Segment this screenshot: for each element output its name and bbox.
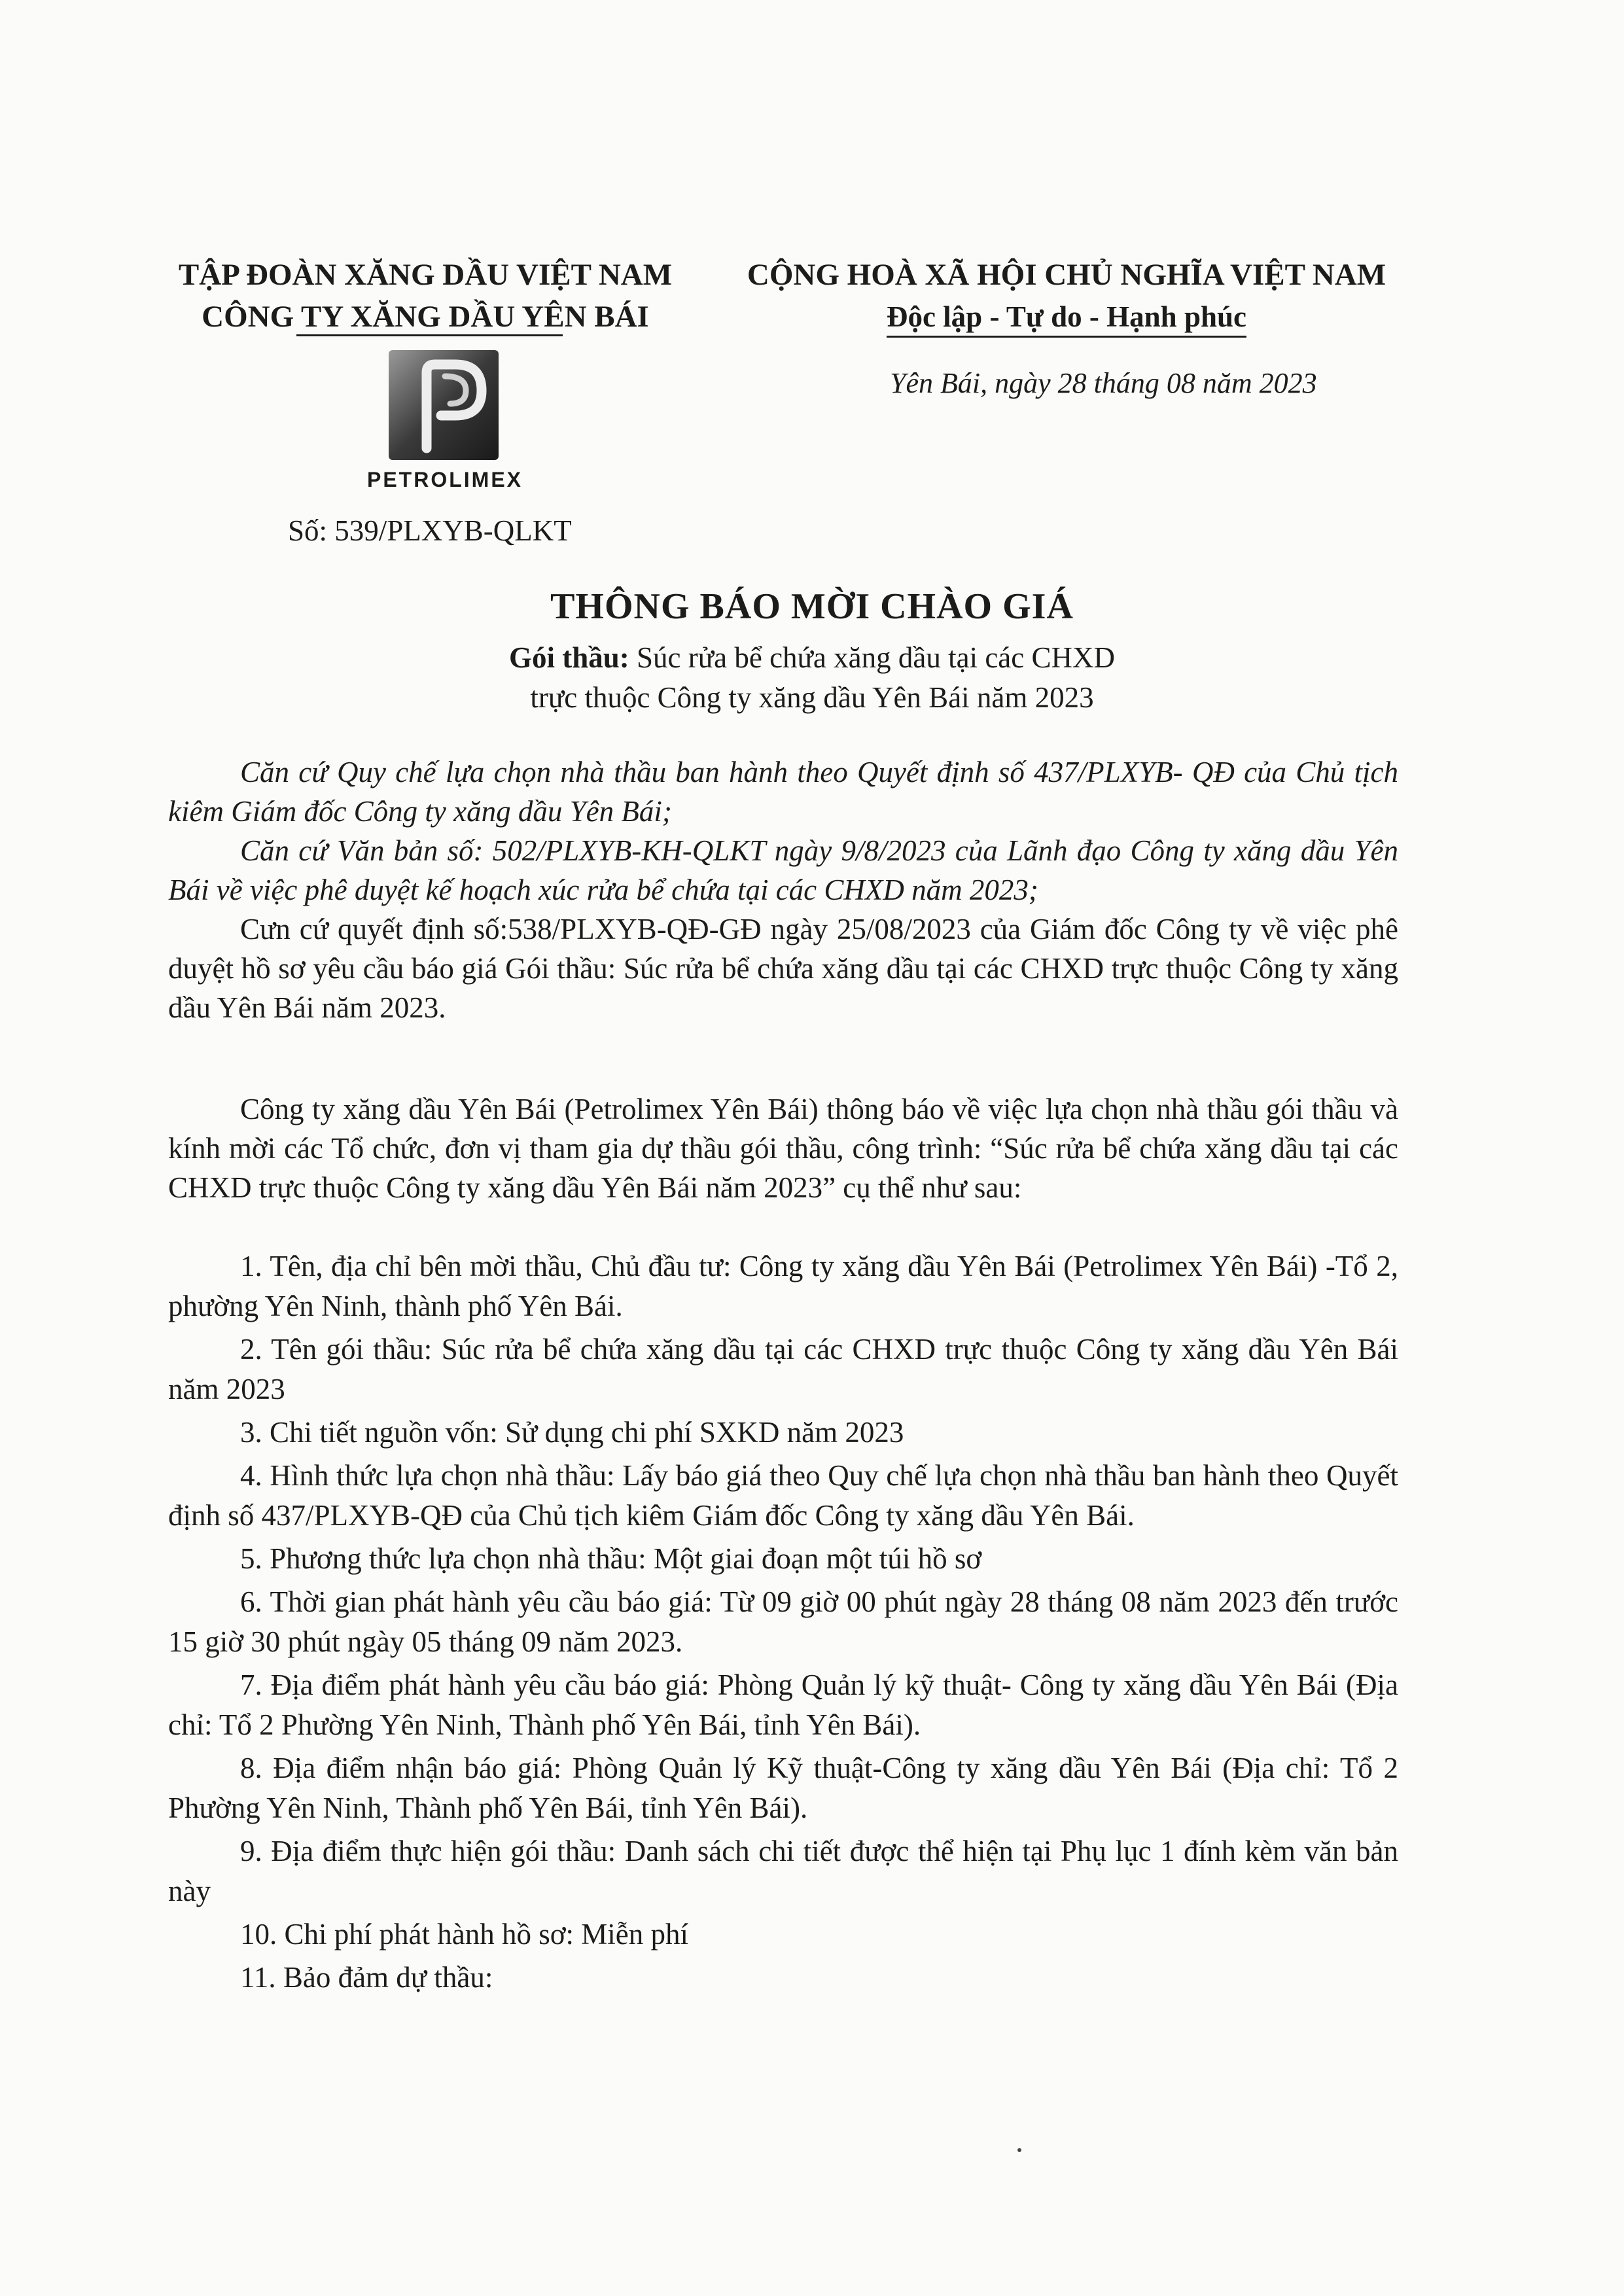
nation-title: CỘNG HOÀ XÃ HỘI CHỦ NGHĨA VIỆT NAM: [747, 258, 1386, 292]
organization-header: [131, 254, 720, 338]
preamble-basis-3: Cưn cứ quyết định số:538/PLXYB-QĐ-GĐ ngày 25/08/2023 của Giám đốc Công ty về việc phê duyệt hồ sơ yêu cầu báo giá Gói thầu: Súc rửa bể chứa xăng dầu tại các CHXD trực thuộc Công ty xăng dầu Yên Bái năm 2023.: [168, 913, 1398, 1024]
document-number: Số: 539/PLXYB-QLKT: [288, 514, 572, 547]
intro-paragraph: [168, 1089, 1398, 1207]
preamble-basis-1: Căn cứ Quy chế lựa chọn nhà thầu ban hành theo Quyết định số 437/PLXYB- QĐ của Chủ tịch kiêm Giám đốc Công ty xăng dầu Yên Bái;: [168, 756, 1398, 828]
list-item: 7. Địa điểm phát hành yêu cầu báo giá: Phòng Quản lý kỹ thuật- Công ty xăng dầu Yên Bái (Địa chỉ: Tổ 2 Phường Yên Ninh, Thành phố Yên Bái, tỉnh Yên Bái).: [168, 1669, 1398, 1741]
list-item: 11. Bảo đảm dự thầu:: [240, 1961, 493, 1994]
national-motto: Độc lập - Tự do - Hạnh phúc: [887, 296, 1246, 338]
petrolimex-logo-icon: [389, 350, 499, 460]
list-item: 5. Phương thức lựa chọn nhà thầu: Một giai đoạn một túi hồ sơ: [240, 1542, 982, 1575]
intro-text: Công ty xăng dầu Yên Bái (Petrolimex Yên Bái) thông báo về việc lựa chọn nhà thầu gói thầu và kính mời các Tổ chức, đơn vị tham gia dự thầu gói thầu, công trình: “Súc rửa bể chứa xăng dầu tại các CHXD trực thuộc Công ty xăng dầu Yên Bái năm 2023” cụ thể như sau:: [168, 1093, 1398, 1204]
numbered-items: [168, 1246, 1398, 1998]
parent-organization: TẬP ĐOÀN XĂNG DẦU VIỆT NAM: [178, 258, 673, 292]
preamble-basis-2: Căn cứ Văn bản số: 502/PLXYB-KH-QLKT ngày 9/8/2023 của Lãnh đạo Công ty xăng dầu Yên Bái về việc phê duyệt kế hoạch xúc rửa bể chứa tại các CHXD năm 2023;: [168, 834, 1398, 906]
list-item: 4. Hình thức lựa chọn nhà thầu: Lấy báo giá theo Quy chế lựa chọn nhà thầu ban hành theo Quyết định số 437/PLXYB-QĐ của Chủ tịch kiêm Giám đốc Công ty xăng dầu Yên Bái.: [168, 1459, 1398, 1532]
package-label: Gói thầu:: [508, 641, 629, 674]
package-subtitle: [131, 638, 1493, 718]
package-name-line2: trực thuộc Công ty xăng dầu Yên Bái năm 2023: [530, 681, 1094, 714]
list-item: 6. Thời gian phát hành yêu cầu báo giá: Từ 09 giờ 00 phút ngày 28 tháng 08 năm 2023 đến trước 15 giờ 30 phút ngày 05 tháng 09 năm 2023.: [168, 1585, 1398, 1658]
preamble-section: [168, 752, 1398, 1027]
document-date: Yên Bái, ngày 28 tháng 08 năm 2023: [890, 367, 1317, 399]
list-item: 9. Địa điểm thực hiện gói thầu: Danh sách chi tiết được thể hiện tại Phụ lục 1 đính kèm văn bản này: [168, 1835, 1398, 1907]
scan-speck: [1017, 2148, 1021, 2152]
list-item: 1. Tên, địa chỉ bên mời thầu, Chủ đầu tư: Công ty xăng dầu Yên Bái (Petrolimex Yên Bái) -Tổ 2, phường Yên Ninh, thành phố Yên Bái.: [168, 1250, 1398, 1322]
list-item: 10. Chi phí phát hành hồ sơ: Miễn phí: [240, 1918, 689, 1951]
document-title: THÔNG BÁO MỜI CHÀO GIÁ: [550, 586, 1074, 627]
list-item: 2. Tên gói thầu: Súc rửa bể chứa xăng dầu tại các CHXD trực thuộc Công ty xăng dầu Yên Bái năm 2023: [168, 1333, 1398, 1405]
list-item: 3. Chi tiết nguồn vốn: Sử dụng chi phí SXKD năm 2023: [240, 1416, 904, 1449]
brand-name: PETROLIMEX: [366, 468, 523, 491]
national-header: [720, 254, 1413, 338]
list-item: 8. Địa điểm nhận báo giá: Phòng Quản lý Kỹ thuật-Công ty xăng dầu Yên Bái (Địa chỉ: Tổ 2 Phường Yên Ninh, Thành phố Yên Bái, tỉnh Yên Bái).: [168, 1752, 1398, 1824]
company-name: CÔNG TY XĂNG DẦU YÊN BÁI: [202, 296, 649, 338]
package-name-line1: Súc rửa bể chứa xăng dầu tại các CHXD: [629, 641, 1116, 674]
